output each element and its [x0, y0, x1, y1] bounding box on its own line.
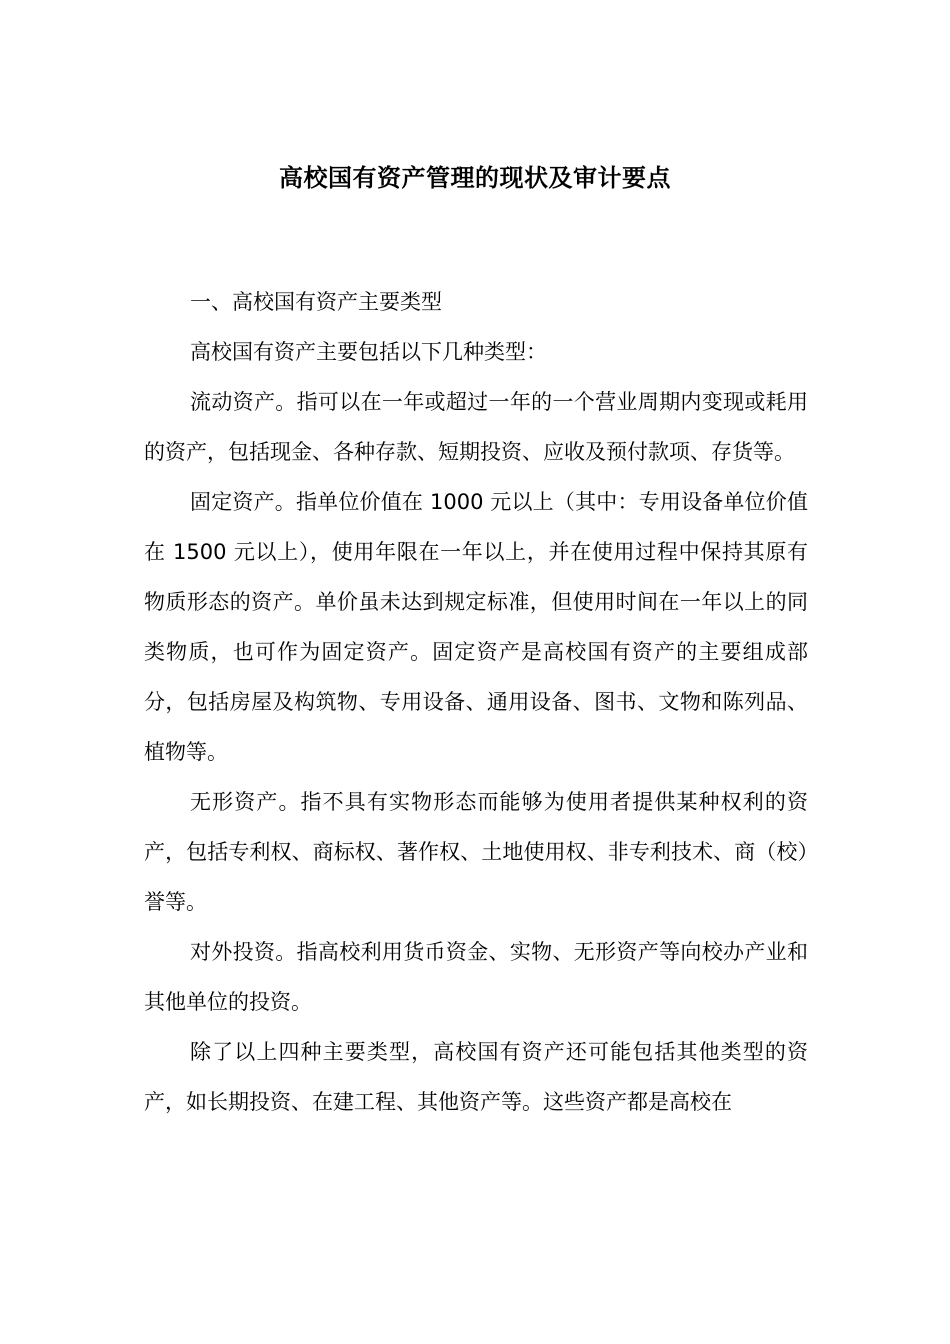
document-title: 高校国有资产管理的现状及审计要点	[279, 164, 671, 192]
paragraph-current-assets: 流动资产。指可以在一年或超过一年的一个营业周期内变现或耗用的资产，包括现金、各种存款、短期投资、应收及预付款项、存货等。	[144, 390, 808, 464]
paragraph-fixed-assets: 固定资产。指单位价值在 1000 元以上（其中：专用设备单位价值在 1500 元以上），使用年限在一年以上，并在使用过程中保持其原有物质形态的资产。单价虽未达到规定标准，但使用时间在一年以上的同类物质，也可作为固定资产。固定资产是高校国有资产的主要组成部分，包括房屋及构筑物、专用设备、通用设备、图书、文物和陈列品、植物等。	[144, 490, 808, 764]
paragraph-intangible-assets: 无形资产。指不具有实物形态而能够为使用者提供某种权利的资产，包括专利权、商标权、著作权、土地使用权、非专利技术、商（校）誉等。	[144, 790, 808, 914]
paragraph-other-assets: 除了以上四种主要类型，高校国有资产还可能包括其他类型的资产，如长期投资、在建工程、其他资产等。这些资产都是高校在	[144, 1040, 808, 1114]
section-heading: 一、高校国有资产主要类型	[190, 290, 442, 314]
paragraph-intro: 高校国有资产主要包括以下几种类型：	[190, 340, 547, 364]
paragraph-external-investment: 对外投资。指高校利用货币资金、实物、无形资产等向校办产业和其他单位的投资。	[144, 940, 808, 1014]
document-body	[144, 277, 808, 1127]
